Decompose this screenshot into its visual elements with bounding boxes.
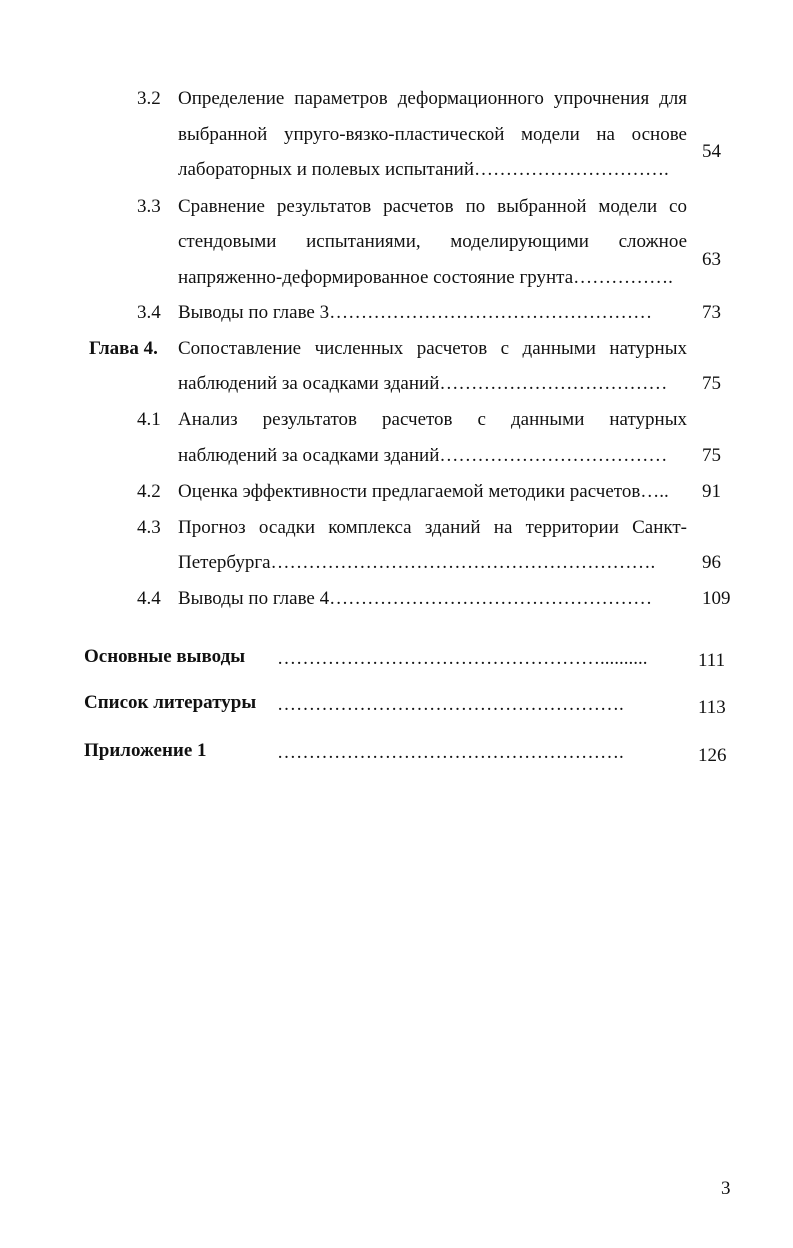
toc-entry-line: Сравнение результатов расчетов по выбранной модели со <box>178 196 687 217</box>
toc-page-number: 111 <box>698 650 726 671</box>
page-number: 3 <box>721 1178 731 1199</box>
toc-entry-line: выбранной упруго-вязко-пластической модели на основе <box>178 124 687 145</box>
toc-entry-line: напряженно-деформированное состояние грунта……………. <box>178 267 673 288</box>
toc-page-number: 75 <box>702 445 721 466</box>
toc-page-number: 126 <box>698 745 727 766</box>
toc-entry-line: Выводы по главе 3…………………………………………… <box>178 302 653 323</box>
toc-entry-line: Прогноз осадки комплекса зданий на территории Санкт- <box>178 517 687 538</box>
toc-entry-line: Выводы по главе 4…………………………………………… <box>178 588 653 609</box>
toc-entry-number: 4.4 <box>137 588 161 609</box>
toc-entry-line: Оценка эффективности предлагаемой методики расчетов….. <box>178 481 669 502</box>
toc-leader-dots: …………………………………………….......... <box>277 648 648 669</box>
toc-page-number: 73 <box>702 302 721 323</box>
toc-entry-line: Сопоставление численных расчетов с данными натурных <box>178 338 687 359</box>
toc-section-title: Список литературы <box>84 692 257 713</box>
toc-page-number: 113 <box>698 697 726 718</box>
toc-page-number: 96 <box>702 552 721 573</box>
toc-entry-line: Анализ результатов расчетов с данными натурных <box>178 409 687 430</box>
toc-entry-line: лабораторных и полевых испытаний…………………………. <box>178 159 669 180</box>
toc-leader-dots: ………………………………………………. <box>277 742 624 763</box>
toc-page-number: 109 <box>702 588 731 609</box>
toc-entry-number: 3.4 <box>137 302 161 323</box>
toc-section-title: Основные выводы <box>84 646 246 667</box>
toc-section-title: Приложение 1 <box>84 740 207 761</box>
toc-entry-number: 3.3 <box>137 196 161 217</box>
toc-leader-dots: ………………………………………………. <box>277 694 624 715</box>
toc-entry-number: 4.3 <box>137 517 161 538</box>
toc-entry-line: Определение параметров деформационного упрочнения для <box>178 88 687 109</box>
toc-page-number: 75 <box>702 373 721 394</box>
toc-entry-number: 4.2 <box>137 481 161 502</box>
toc-entry-line: наблюдений за осадками зданий……………………………… <box>178 373 668 394</box>
toc-page-number: 91 <box>702 481 721 502</box>
toc-page-number: 63 <box>702 249 721 270</box>
toc-entry-number: 4.1 <box>137 409 161 430</box>
toc-entry-line: Петербурга……………………………………………………. <box>178 552 656 573</box>
toc-entry-number: 3.2 <box>137 88 161 109</box>
toc-entry-line: наблюдений за осадками зданий……………………………… <box>178 445 668 466</box>
toc-chapter-number: Глава 4. <box>89 338 158 359</box>
toc-page-number: 54 <box>702 141 721 162</box>
toc-entry-line: стендовыми испытаниями, моделирующими сложное <box>178 231 687 252</box>
